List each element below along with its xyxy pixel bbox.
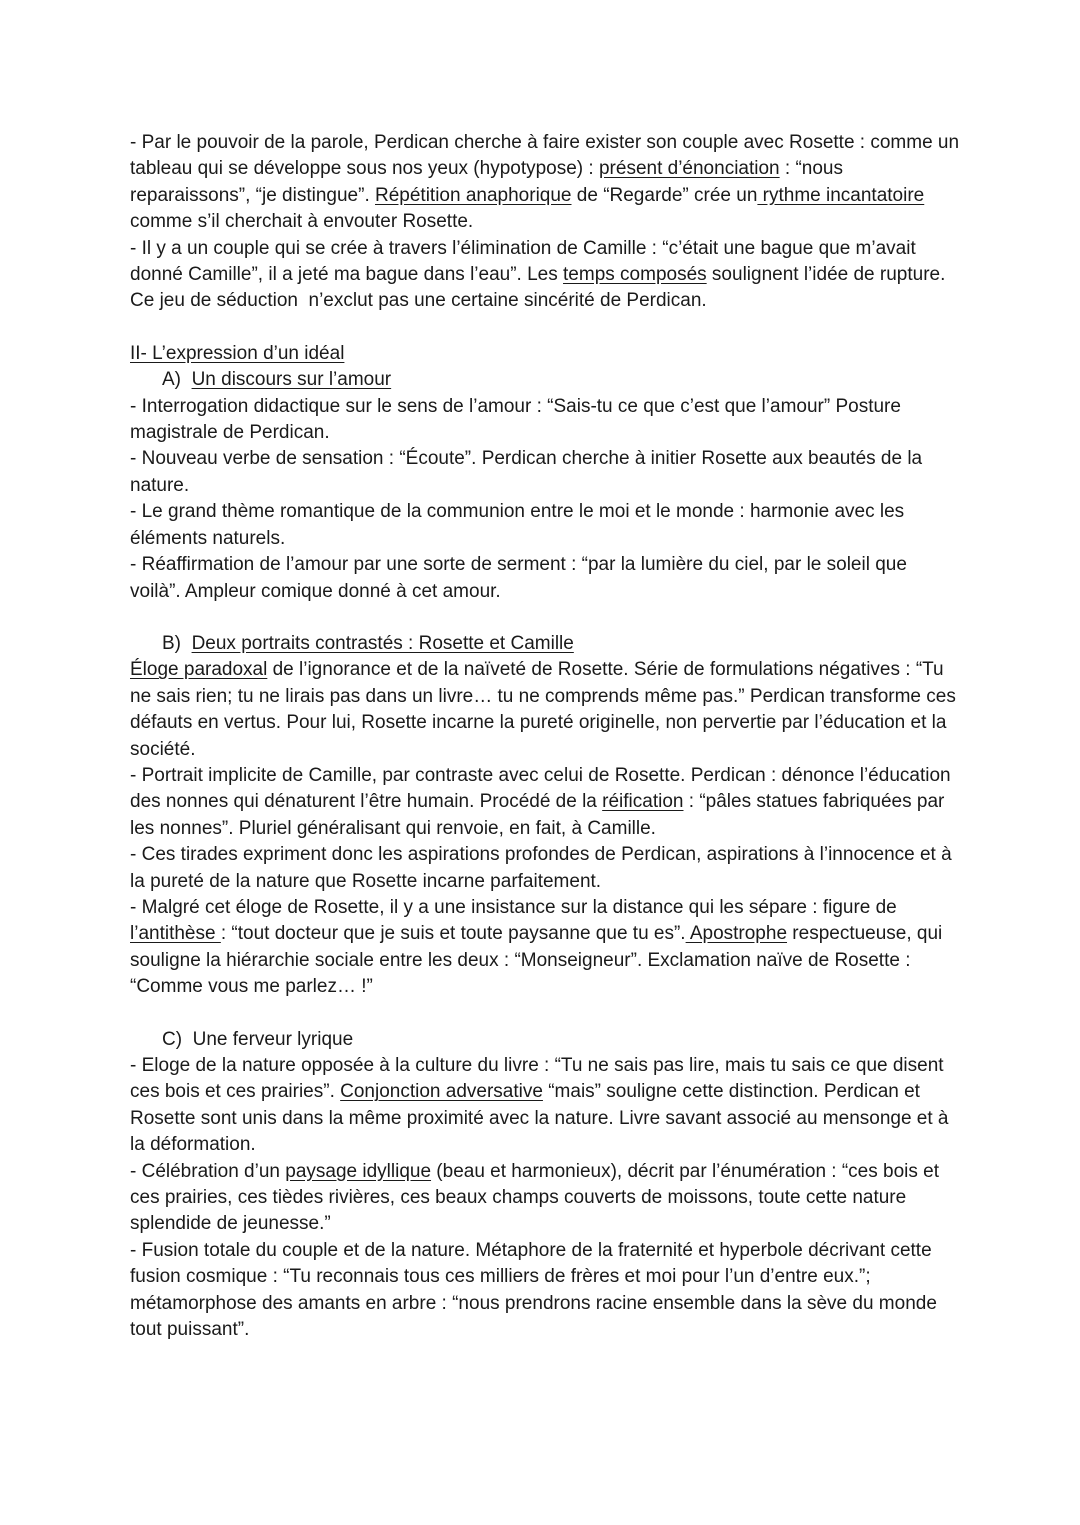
subsection-heading xyxy=(130,631,960,657)
body-paragraph xyxy=(130,763,960,842)
underlined-term: Apostrophe xyxy=(685,923,788,945)
text-run: de l’ignorance et de la naïveté de Rosette. Série de formulations négatives : “Tu ne sais rien; tu ne lirais pas dans un livre… tu ne comprends même pas.” Perdican transforme ces défauts en vertus. Pour lui, Rosette incarne la pureté originelle, non pervertie par l’éducation et la société. xyxy=(130,659,962,760)
body-paragraph xyxy=(130,394,960,447)
subsection-label: C) xyxy=(162,1028,183,1050)
text-run: : “tout docteur que je suis et toute paysanne que tu es”. xyxy=(220,923,686,945)
text-run: - Malgré cet éloge de Rosette, il y a une insistance sur la distance qui les sépare : figure de xyxy=(130,896,903,918)
document-page xyxy=(130,130,965,1343)
text-run: : “nous reparaissons”, “je distingue”. xyxy=(130,158,849,206)
subsection-c xyxy=(130,1027,960,1344)
body-paragraph xyxy=(130,446,960,499)
body-paragraph xyxy=(130,499,960,552)
subsection-label: A) xyxy=(162,369,181,391)
text-run: - Le grand thème romantique de la communion entre le moi et le monde : harmonie avec les éléments naturels. xyxy=(130,501,910,549)
intro-paragraph xyxy=(130,236,960,289)
text-run: - Il y a un couple qui se crée à travers l’élimination de Camille : “c’était une bague que m’avait donné Camille”, il a jeté ma bague dans l’eau”. Les xyxy=(130,237,922,286)
text-run: - Par le pouvoir de la parole, Perdican cherche à faire exister son couple avec Rosette : comme un tableau qui se développe sous nos yeux (hypotypose) : xyxy=(130,132,965,180)
underlined-term: Éloge paradoxal xyxy=(130,659,268,681)
subsection-a xyxy=(130,367,960,605)
text-run: comme s’il cherchait à envouter Rosette. xyxy=(130,184,930,233)
text-run: soulignent l’idée de rupture. xyxy=(706,264,946,286)
underlined-term: temps composés xyxy=(563,264,707,286)
intro-paragraph xyxy=(130,130,965,236)
intro-block xyxy=(130,130,965,315)
underlined-term: paysage idyllique xyxy=(285,1160,432,1182)
text-run: - Réaffirmation de l’amour par une sorte de serment : “par la lumière du ciel, par le soleil que voilà”. Ampleur comique donné à cet amour. xyxy=(130,554,913,602)
body-paragraph xyxy=(130,1159,960,1238)
underlined-term: rythme incantatoire xyxy=(757,184,925,206)
subsection-heading xyxy=(130,367,960,393)
text-run: - Portrait implicite de Camille, par contraste avec celui de Rosette. Perdican : dénonce l’éducation des nonnes qui dénaturent l’être humain. Procédé de la xyxy=(130,764,956,813)
underlined-term: Conjonction adversative xyxy=(340,1081,543,1103)
text-run: - Eloge de la nature opposée à la culture du livre : “Tu ne sais pas lire, mais tu sais ce que disent ces bois et ces prairies”. xyxy=(130,1055,949,1103)
text-run: (beau et harmonieux), décrit par l’énumération : “ces bois et ces prairies, ces tièdes rivières, ces beaux champs couverts de moissons, toute cette nature splendide de jeunesse.” xyxy=(130,1160,945,1235)
body-paragraph xyxy=(130,1053,960,1159)
text-run: respectueuse, qui souligne la hiérarchie sociale entre les deux : “Monseigneur”. Exclamation naïve de Rosette : “Comme vous me parlez… !” xyxy=(130,923,948,998)
subsection-b xyxy=(130,631,960,1001)
underlined-term: l’antithèse xyxy=(130,923,221,945)
body-paragraph xyxy=(130,552,960,605)
subsection-heading xyxy=(130,1027,960,1053)
text-run: Ce jeu de séduction n’exclut pas une certaine sincérité de Perdican. xyxy=(130,290,707,312)
text-run: “mais” souligne cette distinction. Perdican et Rosette sont unis dans la même proximité avec la nature. Livre savant associé au mensonge et à la déformation. xyxy=(130,1081,954,1156)
underlined-term: présent d’énonciation xyxy=(598,158,780,180)
subsection-title: Un discours sur l’amour xyxy=(191,369,392,391)
subsection-title: Deux portraits contrastés : Rosette et Camille xyxy=(191,632,574,654)
text-run: : “pâles statues fabriquées par les nonnes”. Pluriel généralisant qui renvoie, en fait, à Camille. xyxy=(130,791,950,839)
text-run: - Fusion totale du couple et de la nature. Métaphore de la fraternité et hyperbole décrivant cette fusion cosmique : “Tu reconnais tous ces milliers de frères et moi pour l’un d’entre eux.”; métamorphose des amants en arbre : “nous prendrons racine ensemble dans la sève du monde tout puissant”. xyxy=(130,1239,943,1341)
section-title-text: II- L’expression d’un idéal xyxy=(130,342,345,364)
text-run: - Célébration d’un xyxy=(130,1160,286,1182)
underlined-term: réification xyxy=(602,791,684,813)
text-run: de “Regarde” crée un xyxy=(571,184,758,206)
subsection-title: Une ferveur lyrique xyxy=(192,1028,354,1050)
section-title xyxy=(130,341,960,367)
body-paragraph xyxy=(130,657,960,763)
body-paragraph xyxy=(130,1238,960,1344)
text-run: - Interrogation didactique sur le sens de l’amour : “Sais-tu ce que c’est que l’amour” Posture magistrale de Perdican. xyxy=(130,395,907,444)
underlined-term: Répétition anaphorique xyxy=(375,184,572,206)
text-run: - Nouveau verbe de sensation : “Écoute”. Perdican cherche à initier Rosette aux beautés de la nature. xyxy=(130,448,928,496)
body-paragraph xyxy=(130,842,960,895)
subsection-label: B) xyxy=(162,632,181,654)
text-run: - Ces tirades expriment donc les aspirations profondes de Perdican, aspirations à l’innocence et à la pureté de la nature que Rosette incarne parfaitement. xyxy=(130,844,957,892)
intro-conclusion xyxy=(130,288,960,314)
body-paragraph xyxy=(130,895,960,1001)
